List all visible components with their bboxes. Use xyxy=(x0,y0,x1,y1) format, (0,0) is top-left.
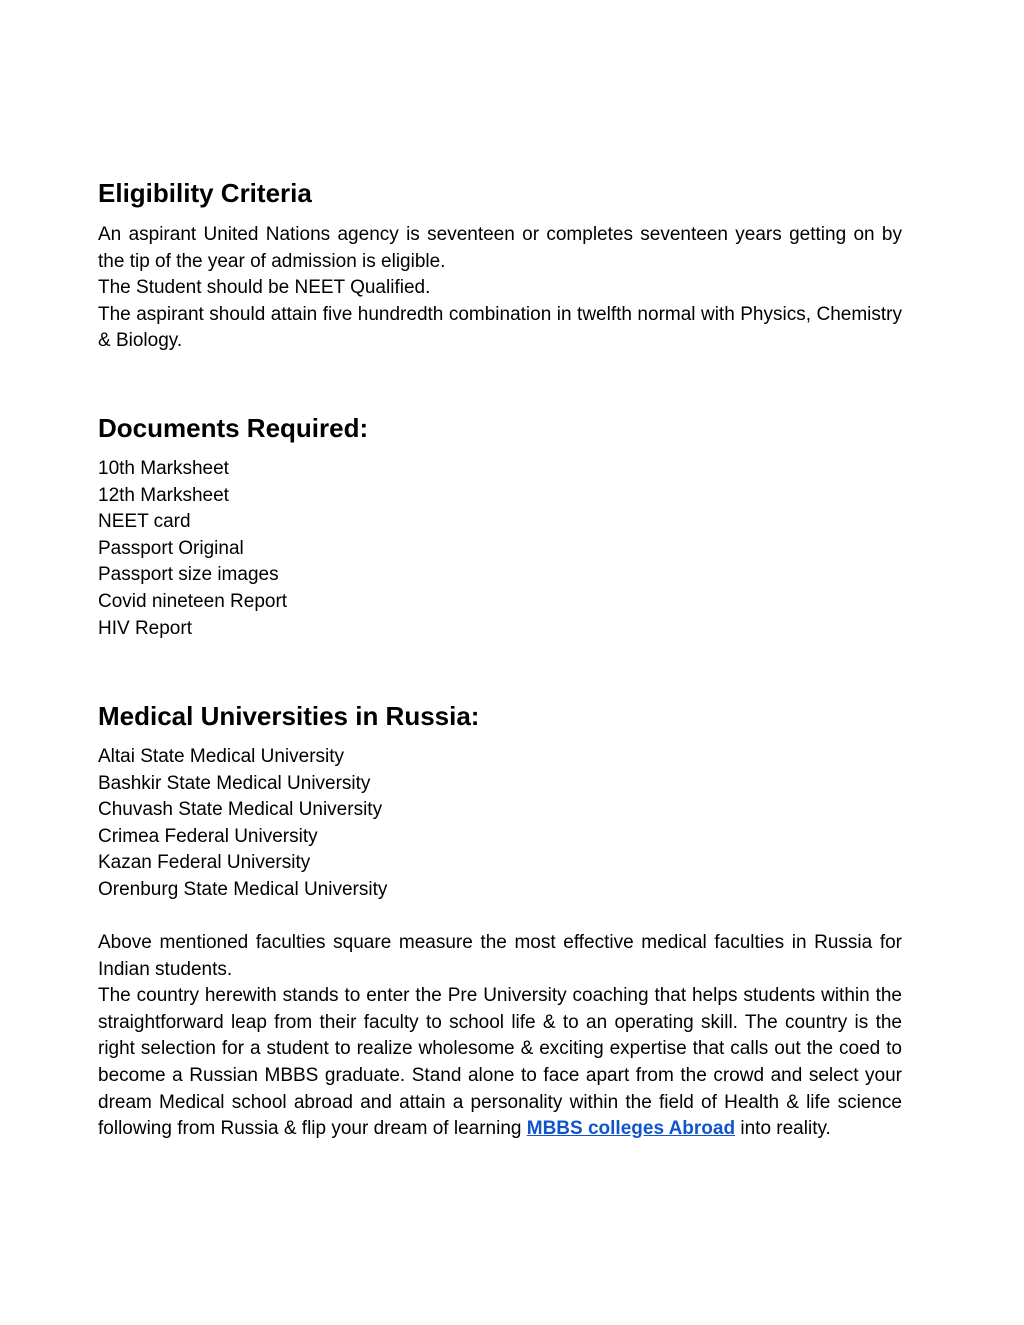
eligibility-age-paragraph: An aspirant United Nations agency is seventeen or completes seventeen years getting on by the tip of the year of admission is eligible. xyxy=(98,224,902,272)
universities-heading: Medical Universities in Russia: xyxy=(98,701,480,731)
summary-intro-paragraph: Above mentioned faculties square measure the most effective medical faculties in Russia for Indian students. xyxy=(98,932,902,980)
universities-list xyxy=(98,744,902,904)
list-item: 12th Marksheet xyxy=(98,484,229,506)
list-item: Passport Original xyxy=(98,537,244,559)
eligibility-marks-paragraph: The aspirant should attain five hundredth combination in twelfth normal with Physics, Chemistry & Biology. xyxy=(98,303,902,352)
list-item: 10th Marksheet xyxy=(98,458,229,479)
list-item: NEET card xyxy=(98,511,191,533)
mbbs-colleges-abroad-link[interactable]: MBBS colleges Abroad xyxy=(526,1118,736,1140)
eligibility-neet-line: The Student should be NEET Qualified. xyxy=(98,277,431,299)
list-item: HIV Report xyxy=(98,617,192,639)
summary-body-text: The country herewith stands to enter the Pre University coaching that helps students within the straightforward leap from their faculty to school life & to an operating skill. The country is the right selection for a student to realize wholesome & exciting expertise that calls out the coed to become a Russian MBBS graduate. Stand alone to face apart from the crowd and select your dream Medical school abroad and attain a personality within the field of Health & life science following from Russia & flip your dream of learning xyxy=(98,985,902,1140)
list-item: Bashkir State Medical University xyxy=(98,772,371,794)
documents-list xyxy=(98,456,902,642)
list-item: Crimea Federal University xyxy=(98,825,318,847)
eligibility-section xyxy=(98,222,902,355)
summary-section xyxy=(98,930,902,1143)
summary-body-ending: into reality. xyxy=(735,1118,831,1140)
list-item: Chuvash State Medical University xyxy=(98,799,383,821)
list-item: Kazan Federal University xyxy=(98,852,311,874)
list-item: Passport size images xyxy=(98,564,279,586)
eligibility-heading: Eligibility Criteria xyxy=(98,178,312,208)
list-item: Altai State Medical University xyxy=(98,746,345,767)
list-item: Covid nineteen Report xyxy=(98,590,288,612)
summary-body-paragraph xyxy=(98,983,902,1143)
list-item: Orenburg State Medical University xyxy=(98,878,388,900)
documents-heading: Documents Required: xyxy=(98,413,369,443)
